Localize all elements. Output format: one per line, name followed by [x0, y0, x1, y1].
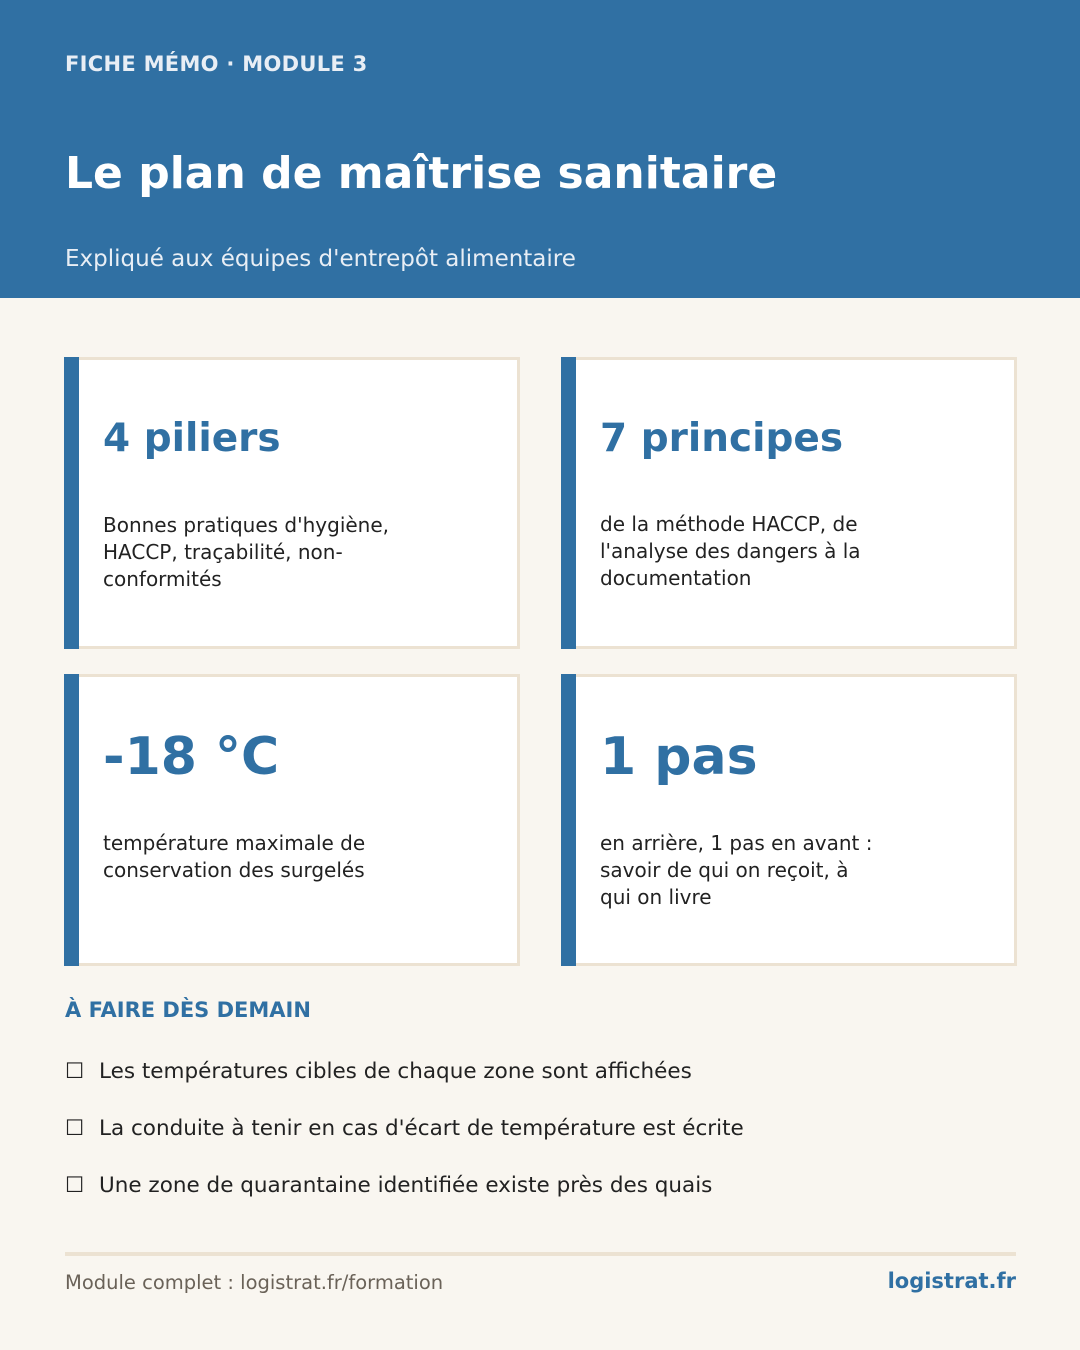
checkbox-icon[interactable]: ☐	[65, 1059, 85, 1084]
card-description: de la méthode HACCP, de l'analyse des dangers à la documentation	[600, 512, 861, 590]
footer-module-link: Module complet : logistrat.fr/formation	[65, 1271, 444, 1294]
footer-brand: logistrat.fr	[887, 1269, 1016, 1293]
card-figure: 1 pas	[600, 727, 758, 787]
stat-card-piliers	[64, 357, 520, 649]
checklist-item-label: Une zone de quarantaine identifiée existe près des quais	[99, 1173, 713, 1198]
card-accent-bar	[64, 674, 79, 966]
page-subtitle: Expliqué aux équipes d'entrepôt alimentaire	[65, 246, 576, 272]
card-accent-bar	[64, 357, 79, 649]
card-figure: 7 principes	[600, 416, 844, 461]
stat-card-temperature	[64, 674, 520, 966]
card-description: Bonnes pratiques d'hygiène, HACCP, traçabilité, non-conformités	[103, 513, 390, 591]
checklist-item-label: La conduite à tenir en cas d'écart de température est écrite	[99, 1116, 744, 1141]
checklist-item	[65, 1173, 712, 1198]
header-banner	[0, 0, 1080, 298]
card-accent-bar	[561, 357, 576, 649]
checkbox-icon[interactable]: ☐	[65, 1116, 85, 1141]
page-title: Le plan de maîtrise sanitaire	[65, 148, 778, 199]
card-description: en arrière, 1 pas en avant : savoir de qui on reçoit, à qui on livre	[600, 831, 873, 909]
checklist-item-label: Les températures cibles de chaque zone sont affichées	[99, 1059, 692, 1084]
card-description: température maximale de conservation des surgelés	[103, 831, 366, 882]
checklist-item	[65, 1059, 692, 1084]
card-accent-bar	[561, 674, 576, 966]
stat-card-principes	[561, 357, 1017, 649]
footer-divider	[65, 1252, 1016, 1256]
checklist-item	[65, 1116, 744, 1141]
header-kicker: FICHE MÉMO · MODULE 3	[65, 52, 368, 76]
todo-section-title: À FAIRE DÈS DEMAIN	[65, 998, 311, 1022]
card-figure: -18 °C	[103, 727, 280, 787]
stat-card-tracabilite	[561, 674, 1017, 966]
checkbox-icon[interactable]: ☐	[65, 1173, 85, 1198]
card-figure: 4 piliers	[103, 416, 281, 461]
